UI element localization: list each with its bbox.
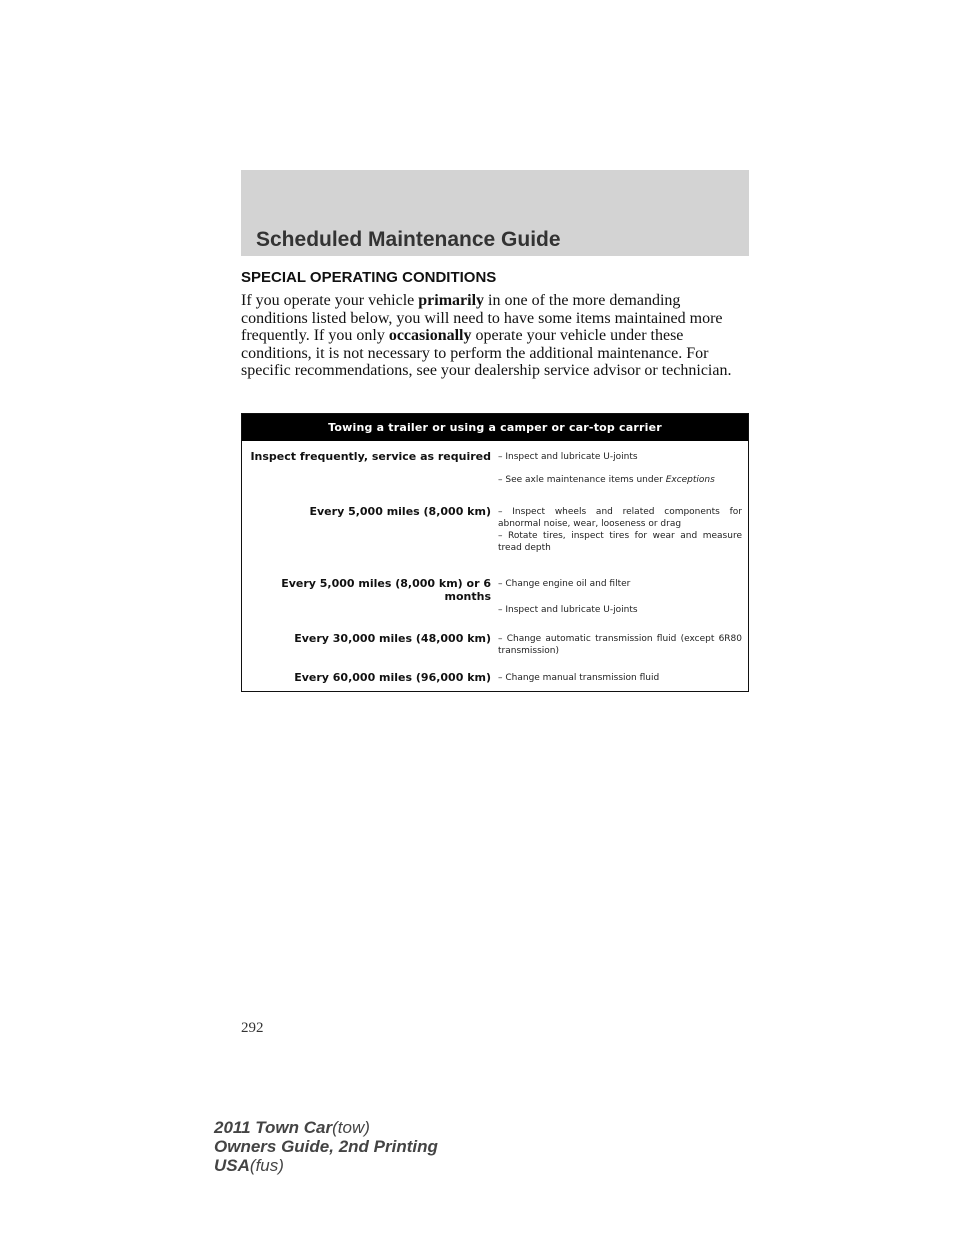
row-item: – Inspect and lubricate U-joints <box>498 605 638 615</box>
footer-line-3 <box>214 1156 438 1175</box>
row-item-text: – See axle maintenance items under <box>498 475 666 485</box>
page-number: 292 <box>241 1020 264 1036</box>
section-heading: SPECIAL OPERATING CONDITIONS <box>241 269 497 286</box>
row-values <box>498 672 742 684</box>
footer-model: 2011 Town Car <box>214 1118 333 1137</box>
row-item: – Rotate tires, inspect tires for wear and measure tread depth <box>498 531 742 553</box>
intro-text-2: in one of the more demanding conditions listed below, you will need to have some items maintained more frequently. If you only <box>241 292 723 344</box>
footer-market: USA <box>214 1156 250 1175</box>
row-item: – Change automatic transmission fluid (except 6R80 transmission) <box>498 634 742 656</box>
intro-paragraph <box>241 292 749 380</box>
row-item: – Change manual transmission fluid <box>498 673 660 683</box>
row-item: – Inspect wheels and related components for abnormal noise, wear, looseness or drag <box>498 507 742 529</box>
footer-market-code: (fus) <box>249 1156 284 1175</box>
intro-text-3: operate your vehicle under these conditions, it is not necessary to perform the additional maintenance. For specific recommendations, see your dealership service advisor or technician. <box>241 327 732 379</box>
footer-model-code: (tow) <box>332 1118 370 1137</box>
row-label: Every 5,000 miles (8,000 km) <box>309 505 491 518</box>
intro-emphasis-occasionally: occasionally <box>388 327 472 344</box>
footer-edition-info <box>214 1118 438 1175</box>
footer-line-1 <box>214 1118 438 1137</box>
row-values <box>498 633 742 657</box>
row-label: Every 60,000 miles (96,000 km) <box>294 671 491 684</box>
row-values <box>498 578 742 616</box>
row-item <box>498 474 742 486</box>
row-item: – Change engine oil and filter <box>498 579 631 589</box>
exceptions-reference: Exceptions <box>665 475 715 485</box>
maintenance-table <box>241 413 749 692</box>
intro-text-1: If you operate your vehicle <box>241 292 419 309</box>
row-label: Every 5,000 miles (8,000 km) or 6 months <box>281 577 491 603</box>
intro-emphasis-primarily: primarily <box>418 292 485 309</box>
row-values <box>498 451 742 486</box>
row-item: – Inspect and lubricate U-joints <box>498 452 638 462</box>
row-values <box>498 506 742 554</box>
footer-printing: Owners Guide, 2nd Printing <box>214 1137 438 1156</box>
row-label: Every 30,000 miles (48,000 km) <box>294 632 491 645</box>
table-title: Towing a trailer or using a camper or car-top carrier <box>242 414 748 441</box>
row-label: Inspect frequently, service as required <box>250 450 491 463</box>
footer-line-2 <box>214 1137 438 1156</box>
page-title: Scheduled Maintenance Guide <box>256 228 561 251</box>
